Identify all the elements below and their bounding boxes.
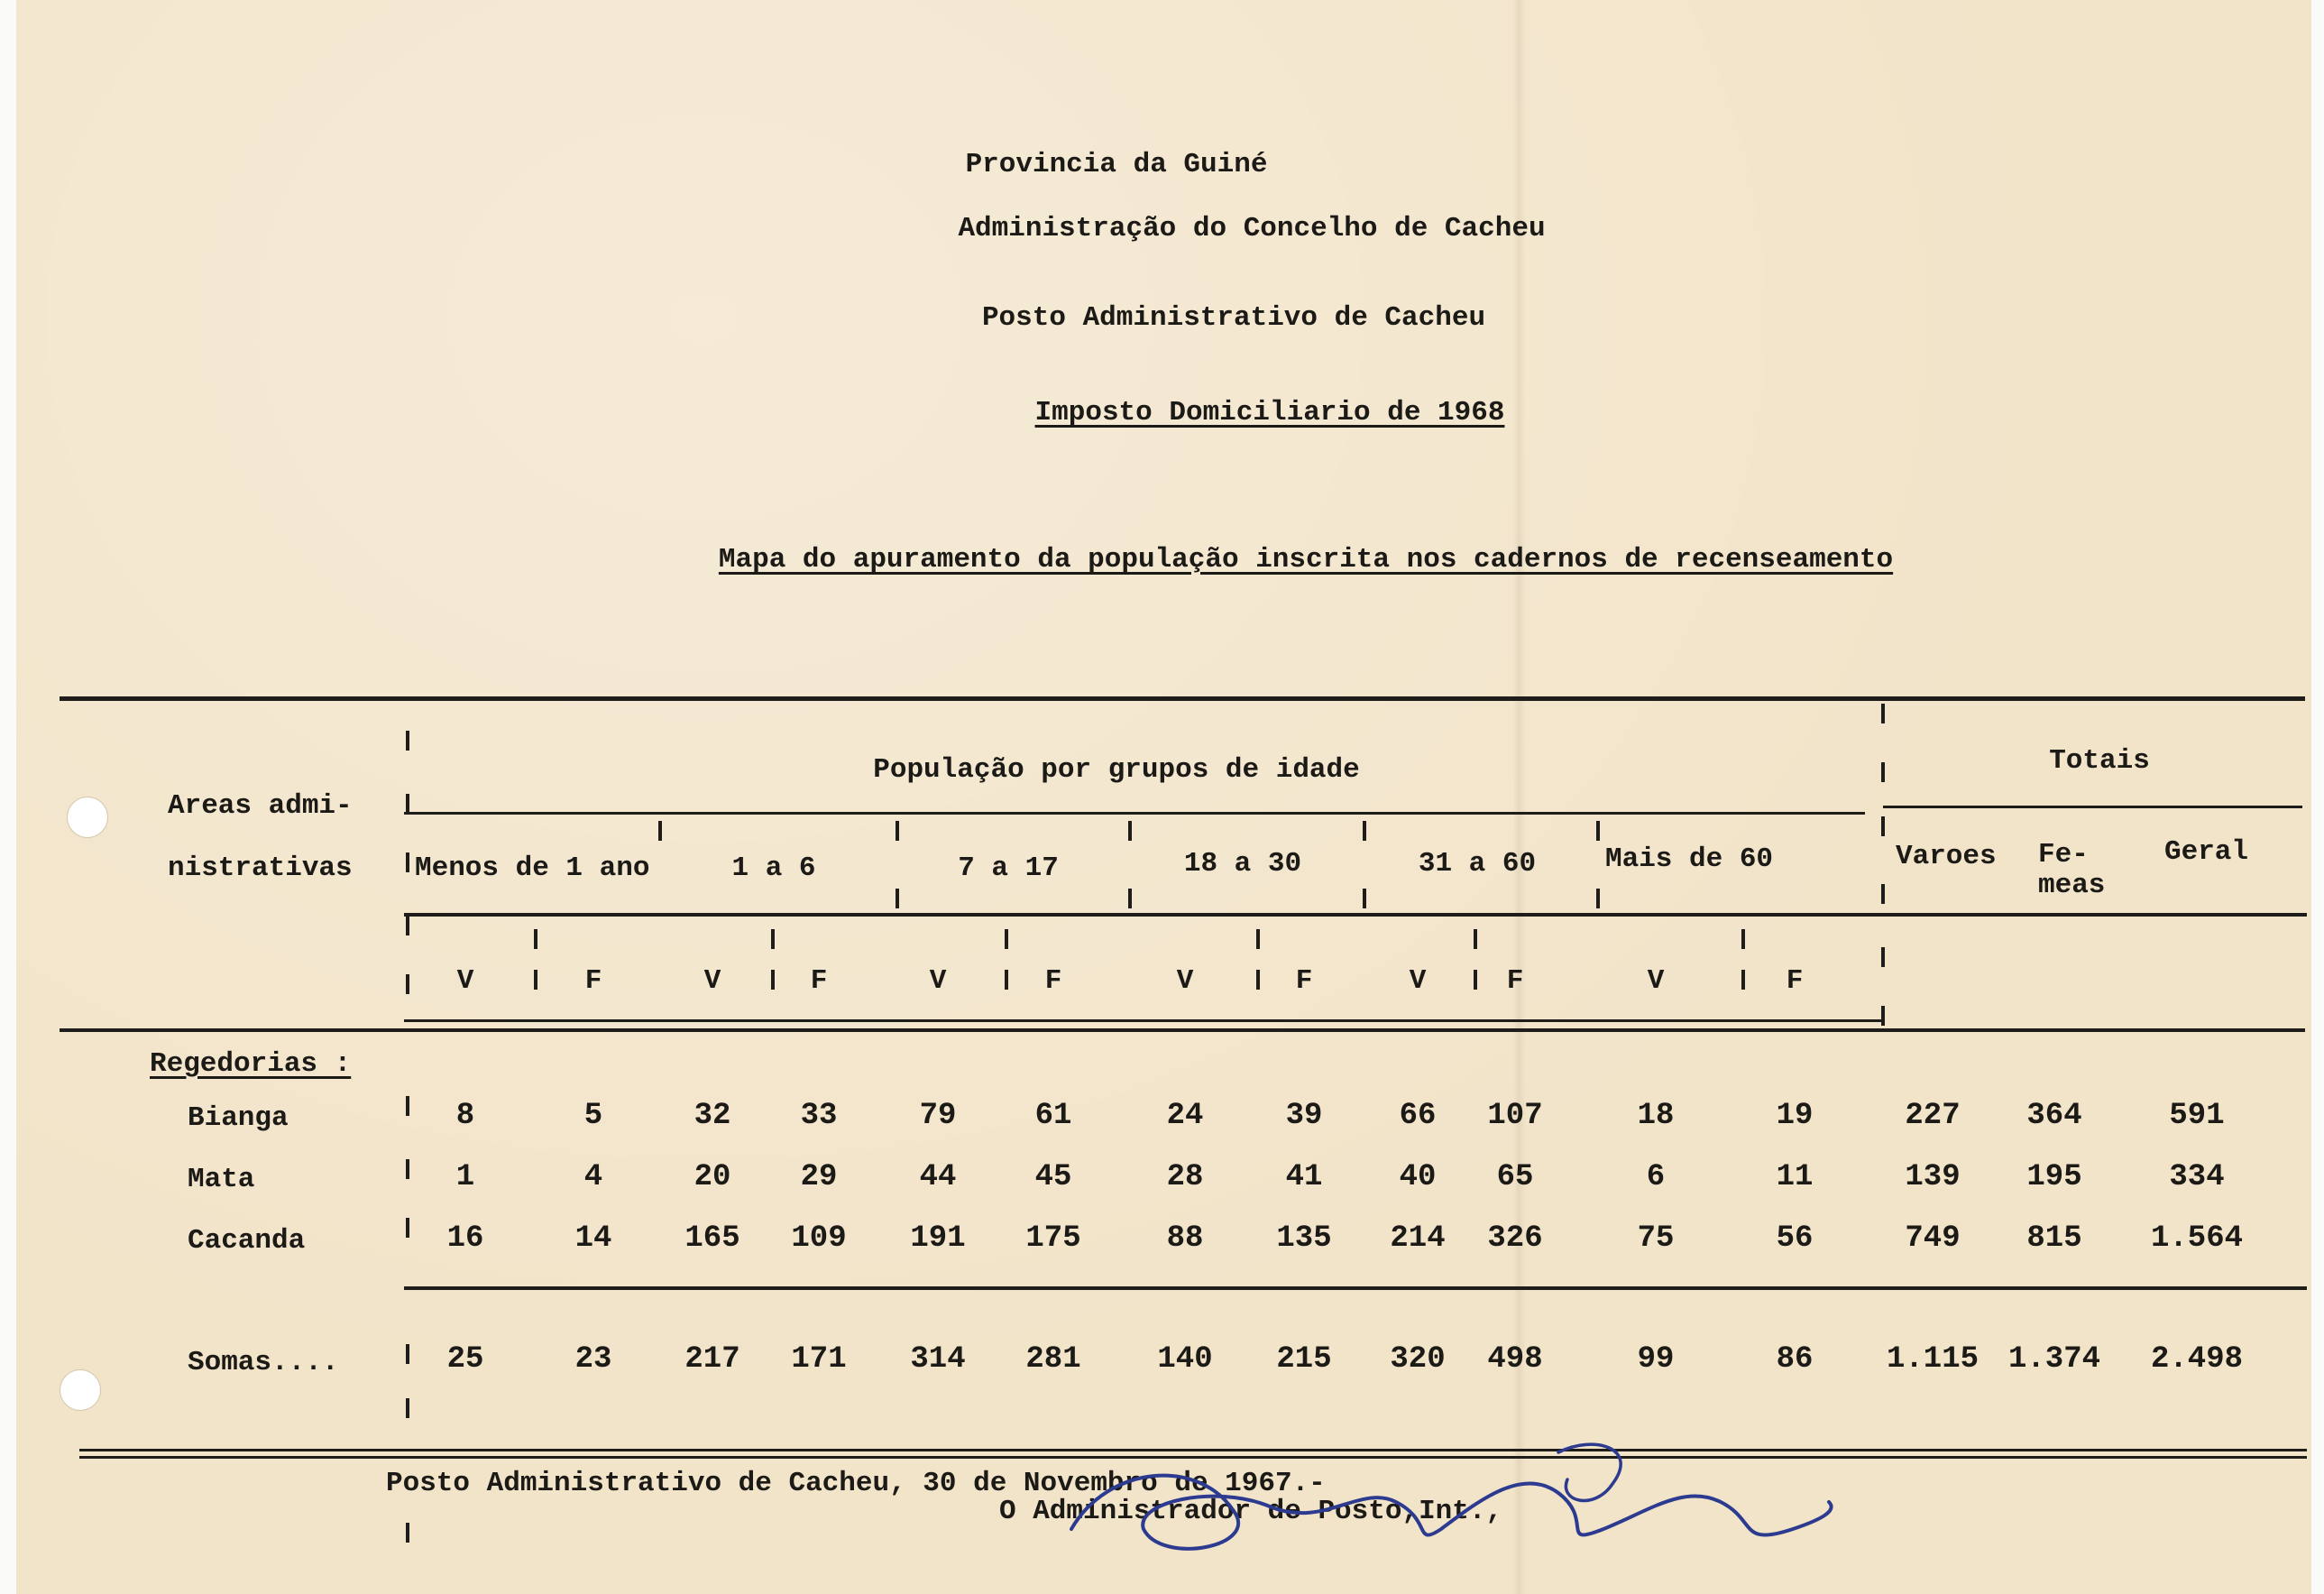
age-group-label: Menos de 1 ano	[415, 852, 650, 884]
totals-label-geral: Geral	[2164, 836, 2249, 868]
sum-cell: 314	[910, 1342, 966, 1377]
handwritten-signature	[1053, 1430, 1847, 1574]
header-post: Posto Administrativo de Cacheu	[981, 302, 1486, 334]
column-separator	[406, 1523, 409, 1543]
sex-label-v: V	[703, 965, 721, 997]
table-cell: 1.564	[2150, 1221, 2244, 1256]
sum-cell: 1.374	[2007, 1342, 2101, 1377]
column-separator	[406, 731, 409, 751]
table-cell: 56	[1776, 1221, 1814, 1256]
group-header-rule	[404, 812, 1865, 815]
column-separator	[1881, 884, 1885, 904]
column-separator	[1256, 970, 1260, 990]
row-label: Mata	[188, 1164, 255, 1195]
table-cell: 28	[1166, 1160, 1204, 1194]
column-separator	[534, 970, 537, 990]
column-separator	[1741, 970, 1745, 990]
section-label-regedorias: Regedorias :	[150, 1048, 352, 1080]
row-label: Cacanda	[188, 1225, 306, 1257]
sum-cell: 25	[446, 1342, 484, 1377]
table-cell: 16	[446, 1221, 484, 1256]
row-label: Bianga	[188, 1102, 289, 1134]
column-separator	[1596, 821, 1600, 841]
table-cell: 334	[2169, 1160, 2225, 1194]
column-separator	[406, 916, 409, 935]
column-separator	[1881, 1006, 1885, 1026]
table-cell: 33	[800, 1099, 838, 1133]
sex-label-v: V	[1176, 965, 1194, 997]
column-separator	[1881, 947, 1885, 967]
table-cell: 6	[1646, 1160, 1666, 1194]
totals-label-femeas-1: Fe-	[2038, 839, 2089, 871]
column-separator	[406, 974, 409, 994]
table-cell: 32	[694, 1099, 731, 1133]
table-cell: 175	[1025, 1221, 1081, 1256]
table-cell: 65	[1496, 1160, 1534, 1194]
column-separator	[771, 970, 775, 990]
sex-label-f: F	[584, 965, 602, 997]
row-header-line2: nistrativas	[168, 852, 353, 884]
table-cell: 39	[1285, 1099, 1323, 1133]
column-separator	[406, 1096, 409, 1116]
footer-place-date: Posto Administrativo de Cacheu, 30 de Novembro de 1967.-	[386, 1468, 1326, 1499]
table-cell: 88	[1166, 1221, 1204, 1256]
column-separator	[1741, 929, 1745, 949]
sum-cell: 171	[791, 1342, 847, 1377]
age-group-label: 18 a 30	[1183, 848, 1302, 880]
age-group-rule	[404, 913, 2307, 917]
punch-hole-bottom	[60, 1369, 101, 1411]
sum-cell: 86	[1776, 1342, 1814, 1377]
column-separator	[1474, 970, 1477, 990]
sex-label-v: V	[929, 965, 947, 997]
age-group-label: 31 a 60	[1418, 848, 1537, 880]
table-cell: 364	[2026, 1099, 2082, 1133]
table-cell: 135	[1276, 1221, 1332, 1256]
header-province: Provincia da Guiné	[965, 149, 1268, 180]
document-subtitle: Mapa do apuramento da população inscrita nos cadernos de recenseamento	[718, 544, 1894, 576]
document-page	[16, 0, 2311, 1594]
table-cell: 44	[919, 1160, 957, 1194]
footer-signatory: O Administrador de Posto,Int.,	[999, 1496, 1503, 1527]
sum-cell: 320	[1390, 1342, 1446, 1377]
table-cell: 41	[1285, 1160, 1323, 1194]
age-group-label: 7 a 17	[958, 852, 1059, 884]
table-cell: 14	[574, 1221, 612, 1256]
column-separator	[1363, 821, 1366, 841]
column-separator	[1128, 889, 1132, 908]
table-cell: 749	[1905, 1221, 1961, 1256]
table-cell: 107	[1487, 1099, 1543, 1133]
table-top-rule	[60, 696, 2305, 701]
sex-label-f: F	[810, 965, 828, 997]
table-cell: 19	[1776, 1099, 1814, 1133]
table-cell: 18	[1637, 1099, 1675, 1133]
sex-label-f: F	[1044, 965, 1062, 997]
sum-cell: 217	[684, 1342, 740, 1377]
age-group-header: População por grupos de idade	[873, 754, 1360, 786]
table-cell: 326	[1487, 1221, 1543, 1256]
column-separator	[406, 1159, 409, 1179]
column-separator	[896, 889, 899, 908]
table-cell: 8	[455, 1099, 475, 1133]
table-cell: 20	[694, 1160, 731, 1194]
table-cell: 214	[1390, 1221, 1446, 1256]
column-separator	[406, 1344, 409, 1364]
table-cell: 191	[910, 1221, 966, 1256]
table-cell: 45	[1034, 1160, 1072, 1194]
column-separator	[1128, 821, 1132, 841]
table-cell: 11	[1776, 1160, 1814, 1194]
header-administration: Administração do Concelho de Cacheu	[958, 213, 1546, 244]
table-cell: 4	[583, 1160, 603, 1194]
sex-label-f: F	[1786, 965, 1804, 997]
table-cell: 227	[1905, 1099, 1961, 1133]
table-cell: 195	[2026, 1160, 2082, 1194]
column-separator	[406, 1218, 409, 1238]
table-cell: 5	[583, 1099, 603, 1133]
column-separator	[658, 821, 662, 841]
sex-label-rule	[404, 1019, 1883, 1022]
table-cell: 139	[1905, 1160, 1961, 1194]
punch-hole-top	[67, 797, 108, 838]
age-group-label: Mais de 60	[1605, 843, 1774, 875]
column-separator	[406, 1398, 409, 1418]
table-cell: 24	[1166, 1099, 1204, 1133]
column-separator	[1881, 704, 1885, 723]
header-tax-year: Imposto Domiciliario de 1968	[1034, 397, 1505, 428]
sum-cell: 2.498	[2150, 1342, 2244, 1377]
table-cell: 75	[1637, 1221, 1675, 1256]
table-cell: 1	[455, 1160, 475, 1194]
sum-rule	[404, 1286, 2307, 1290]
header-bottom-rule	[60, 1028, 2305, 1032]
column-separator	[1596, 889, 1600, 908]
table-cell: 109	[791, 1221, 847, 1256]
column-separator	[1474, 929, 1477, 949]
sex-label-v: V	[1409, 965, 1427, 997]
column-separator	[406, 794, 409, 814]
table-cell: 591	[2169, 1099, 2225, 1133]
table-cell: 40	[1399, 1160, 1437, 1194]
sum-label: Somas....	[188, 1347, 339, 1378]
table-cell: 29	[800, 1160, 838, 1194]
sum-cell: 140	[1157, 1342, 1213, 1377]
sex-label-v: V	[456, 965, 474, 997]
row-header-line1: Areas admi-	[168, 790, 353, 822]
column-separator	[1256, 929, 1260, 949]
table-cell: 165	[684, 1221, 740, 1256]
column-separator	[1005, 929, 1008, 949]
column-separator	[1363, 889, 1366, 908]
table-cell: 79	[919, 1099, 957, 1133]
sex-label-f: F	[1506, 965, 1524, 997]
totals-label-femeas-2: meas	[2038, 870, 2106, 901]
totals-header: Totais	[2049, 745, 2150, 777]
column-separator	[896, 821, 899, 841]
sum-cell: 99	[1637, 1342, 1675, 1377]
sum-cell: 215	[1276, 1342, 1332, 1377]
sex-label-v: V	[1647, 965, 1665, 997]
table-cell: 815	[2026, 1221, 2082, 1256]
sum-cell: 1.115	[1886, 1342, 1980, 1377]
column-separator	[771, 929, 775, 949]
table-cell: 61	[1034, 1099, 1072, 1133]
age-group-label: 1 a 6	[731, 852, 816, 884]
column-separator	[1005, 970, 1008, 990]
sum-cell: 281	[1025, 1342, 1081, 1377]
column-separator	[406, 852, 409, 872]
sex-label-f: F	[1295, 965, 1313, 997]
column-separator	[1881, 762, 1885, 782]
sum-cell: 498	[1487, 1342, 1543, 1377]
totals-label-varoes: Varoes	[1896, 841, 1997, 872]
sum-cell: 23	[574, 1342, 612, 1377]
column-separator	[534, 929, 537, 949]
totals-header-rule	[1883, 806, 2302, 808]
column-separator	[1881, 816, 1885, 836]
table-cell: 66	[1399, 1099, 1437, 1133]
